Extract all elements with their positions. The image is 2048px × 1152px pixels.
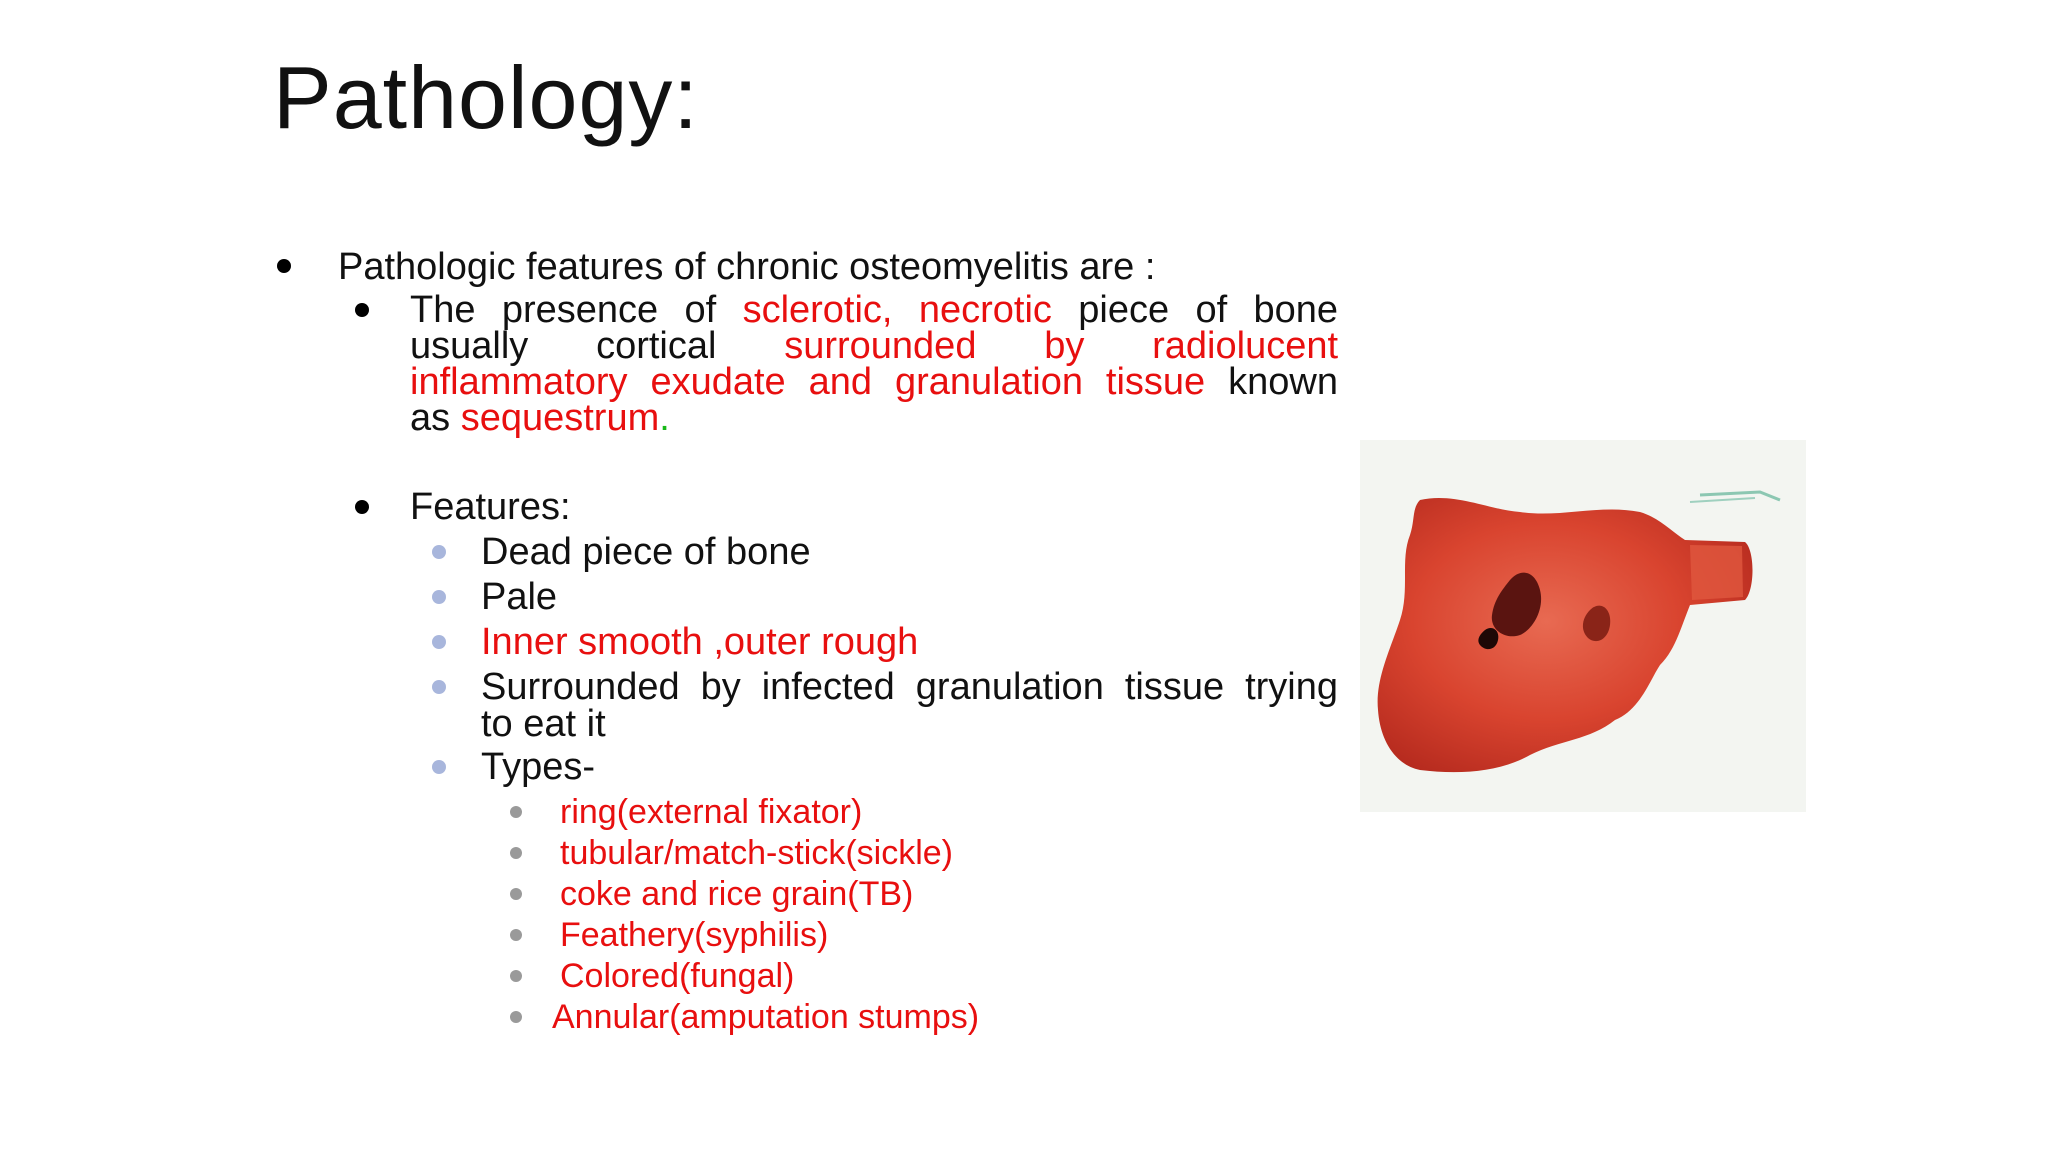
feature-item: Pale (481, 576, 558, 618)
definition-highlight: inflammatory exudate and granulation tissue (410, 361, 1206, 403)
definition-highlight: surrounded (784, 325, 977, 367)
bullet-icon (510, 806, 522, 818)
type-item: Feathery(syphilis) (560, 916, 829, 954)
slide-title: Pathology: (273, 48, 699, 147)
sequestrum-definition (410, 289, 1339, 439)
definition-period: . (659, 397, 670, 439)
type-item: Annular(amputation stumps) (552, 998, 980, 1036)
sequestrum-term: sequestrum (460, 397, 660, 439)
type-item: ring(external fixator) (560, 793, 863, 831)
bullet-icon (355, 500, 369, 514)
type-item: coke and rice grain(TB) (560, 875, 914, 913)
feature-item: Dead piece of bone (481, 531, 811, 573)
feature-item: Surrounded by infected granulation tissue trying (481, 666, 1338, 708)
definition-text: as (410, 397, 451, 439)
bullet-icon (432, 590, 446, 604)
definition-text: piece of bone (1078, 289, 1339, 331)
features-label: Features: (410, 486, 571, 528)
definition-highlight: radiolucent (1152, 325, 1339, 367)
feature-item: Inner smooth ,outer rough (481, 621, 919, 663)
definition-text: usually (410, 325, 529, 367)
bullet-icon (277, 259, 291, 273)
sequestrum-specimen-photo (1360, 440, 1806, 812)
type-item: tubular/match-stick(sickle) (560, 834, 953, 872)
definition-highlight: by (1044, 325, 1085, 367)
definition-text: cortical (596, 325, 717, 367)
type-item: Colored(fungal) (560, 957, 795, 995)
definition-text: The presence of (410, 289, 717, 331)
definition-text: known (1228, 361, 1338, 403)
bullet-icon (510, 888, 522, 900)
bullet-icon (510, 970, 522, 982)
feature-item: Types- (481, 746, 596, 788)
bullet-icon (510, 1011, 522, 1023)
intro-text: Pathologic features of chronic osteomyelitis are : (338, 246, 1156, 288)
bullet-icon (432, 680, 446, 694)
bone-specimen-icon (1360, 440, 1806, 812)
bullet-icon (355, 303, 369, 317)
bullet-icon (432, 635, 446, 649)
definition-highlight: sclerotic, necrotic (742, 289, 1052, 331)
bullet-icon (510, 847, 522, 859)
bullet-icon (510, 929, 522, 941)
bullet-icon (432, 760, 446, 774)
bullet-icon (432, 545, 446, 559)
feature-item-continued: to eat it (481, 703, 606, 745)
